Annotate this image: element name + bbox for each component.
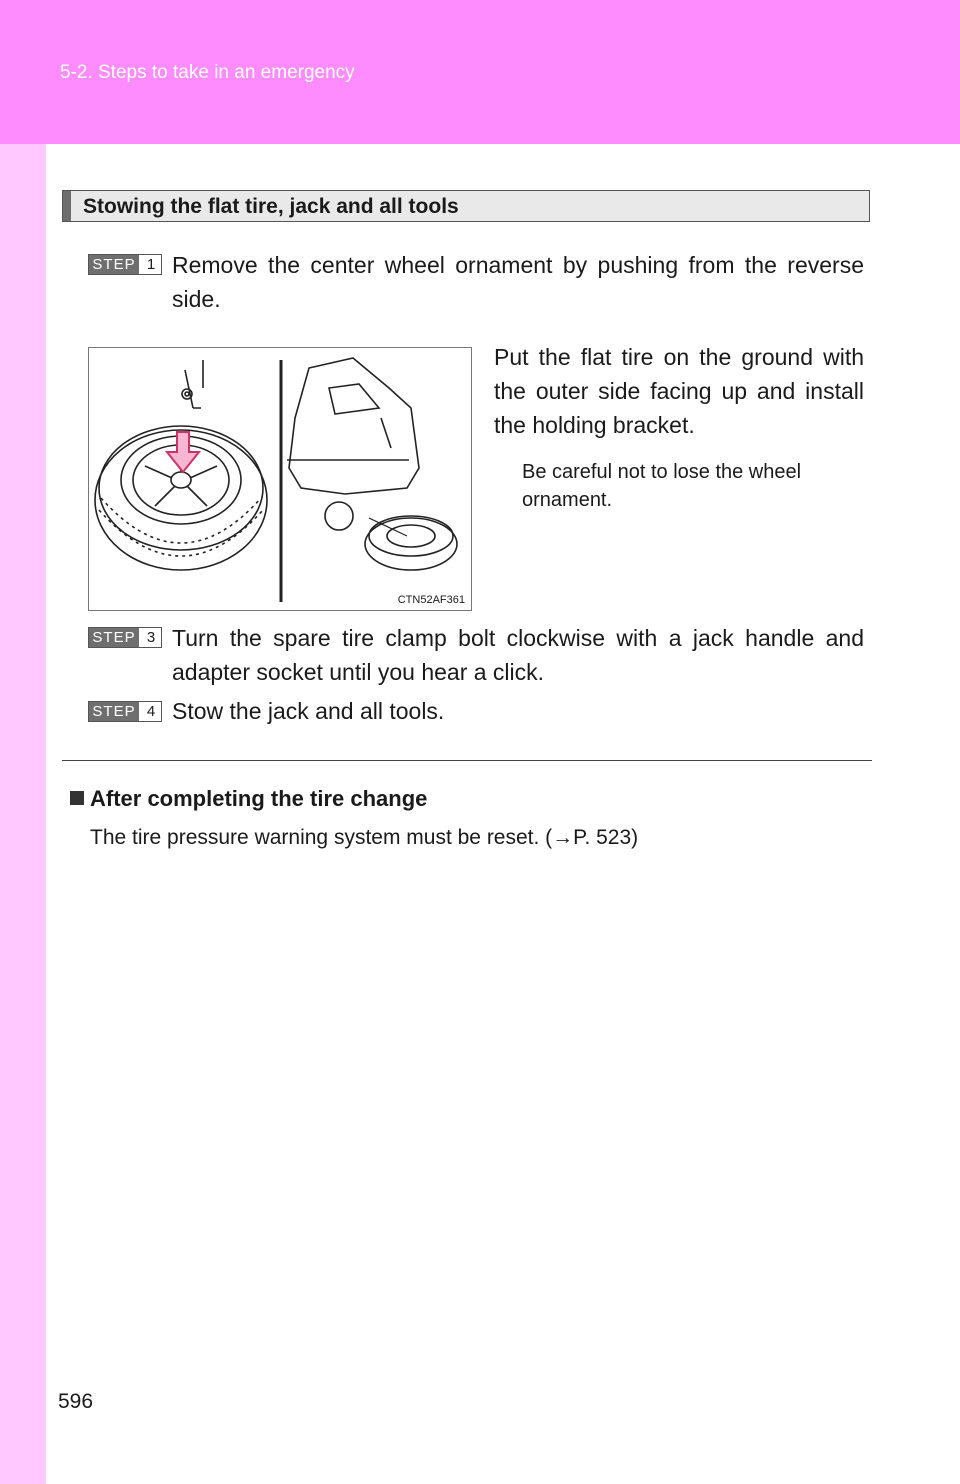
tire-stowing-illustration [89, 348, 472, 611]
section-divider [62, 760, 872, 761]
step-2-note: Be careful not to lose the wheel ornament. [522, 461, 802, 511]
step-2-text: Put the flat tire on the ground with the outer side facing up and install the holding bracket. [494, 344, 864, 438]
illustration-figure [88, 347, 472, 611]
step-word: STEP [89, 255, 139, 274]
step-word: STEP [89, 628, 139, 647]
section-title: Stowing the flat tire, jack and all tools [83, 195, 459, 218]
running-head: 5-2. Steps to take in an emergency [60, 62, 355, 83]
step-word: STEP [89, 702, 139, 721]
step-badge-1 [88, 254, 162, 275]
section-heading-bar [63, 191, 71, 221]
page-number: 596 [58, 1390, 94, 1413]
info-text: The tire pressure warning system must be reset. (→P. 523) [90, 826, 639, 849]
figure-code: CTN52AF361 [397, 594, 465, 606]
step-badge-3 [88, 627, 162, 648]
info-heading [70, 786, 427, 812]
step-badge-4 [88, 701, 162, 722]
square-bullet-icon [70, 791, 84, 805]
step-number: 4 [146, 703, 156, 720]
step-number: 1 [146, 256, 156, 273]
info-heading-text: After completing the tire change [90, 786, 428, 811]
step-number: 3 [146, 629, 156, 646]
step-3-text: Turn the spare tire clamp bolt clockwise with a jack handle and adapter socket until you hear a click. [172, 625, 864, 685]
step-1-text: Remove the center wheel ornament by pushing from the reverse side. [172, 252, 864, 312]
step-4-text: Stow the jack and all tools. [172, 698, 445, 724]
section-heading [62, 190, 870, 222]
side-margin-band [0, 144, 46, 1484]
